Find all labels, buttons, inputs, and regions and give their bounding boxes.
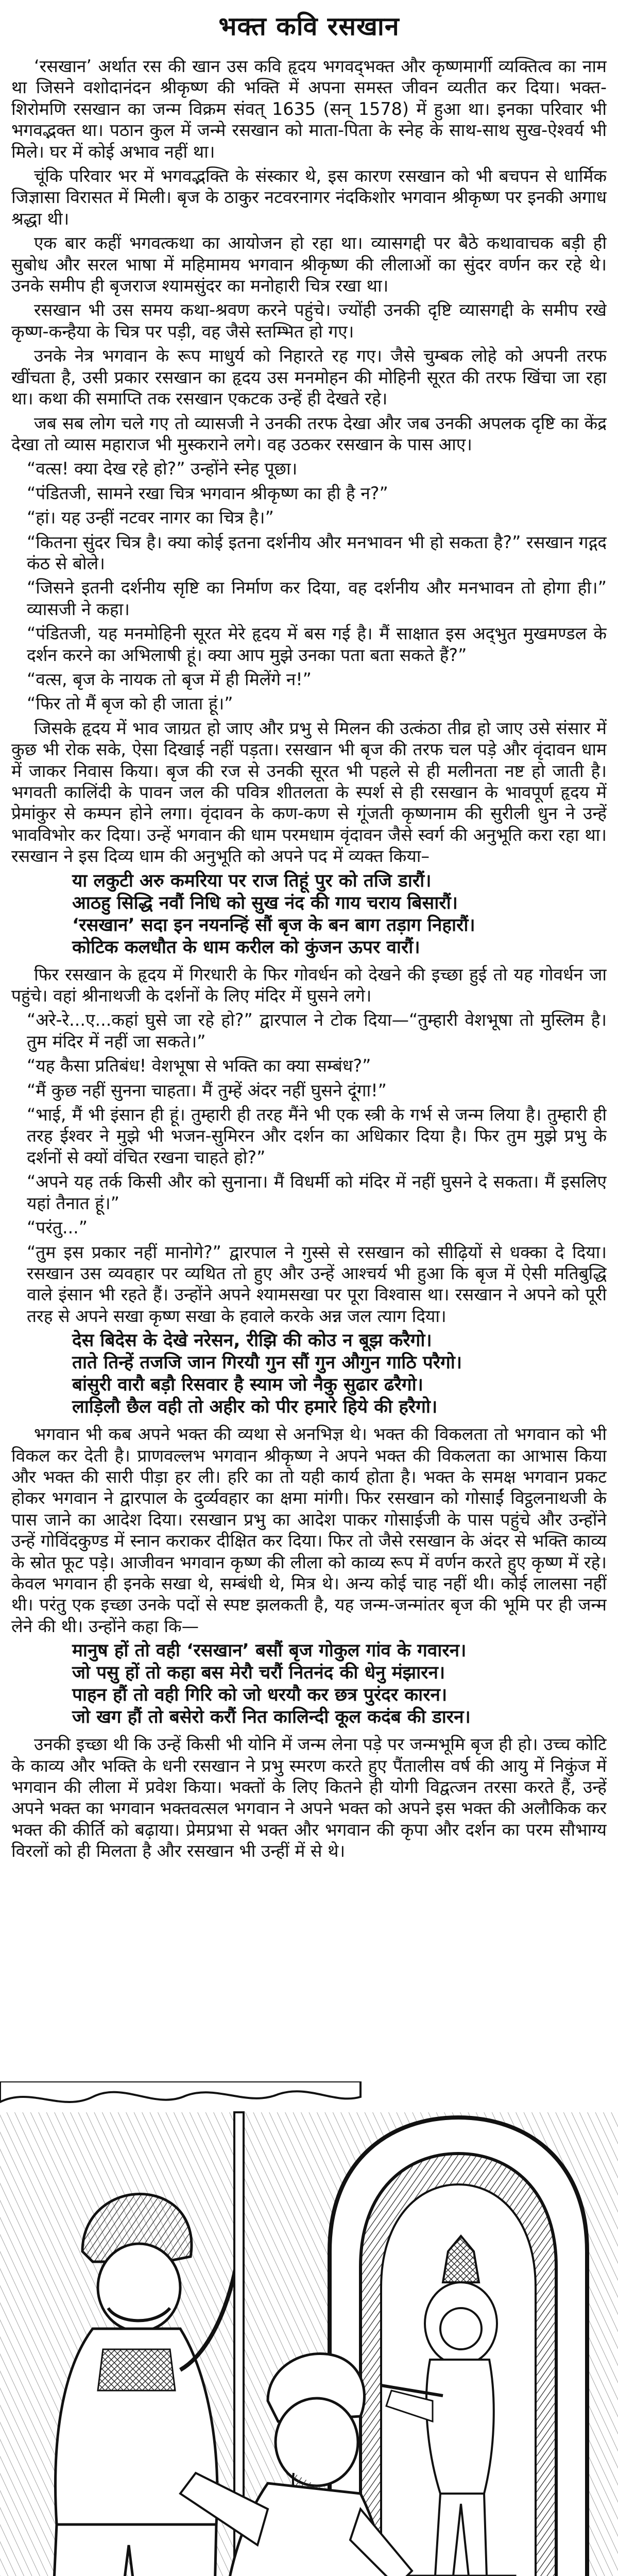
verse-block xyxy=(11,1330,607,1418)
article-paragraph: फिर रसखान के हृदय में गिरधारी के फिर गोवर्धन को देखने की इच्छा हुई तो यह गोवर्धन जा पहुंचे। वहां श्रीनाथजी के दर्शनों के लिए मंदिर में घुसने लगे। xyxy=(11,964,607,1006)
dialogue-line: “अपने यह तर्क किसी और को सुनाना। मैं विधर्मी को मंदिर में नहीं घुसने दे सकता। मैं इसलिए यहां तैनात हूं।” xyxy=(27,1172,607,1213)
verse-line: पाहन हौं तो वही गिरि को जो धरयौ कर छत्र पुरंदर कारन। xyxy=(72,1685,448,1706)
article-paragraph: जिसके हृदय में भाव जाग्रत हो जाए और प्रभु से मिलन की उत्कंठा तीव्र हो जाए उसे संसार में कुछ भी रोक सके, ऐसा दिखाई नहीं पड़ता। रसखान भी बृज की तरफ चल पड़े और वृंदावन धाम में जाकर निवास किया। बृज की रज से उनकी सूरत भी पहले से ही मलीनता नष्ट हो जाती है। भगवती कालिंदी के पावन जल की पवित्र शीतलता के स्पर्श से ही रसखान के भावपूर्ण हृदय में प्रेमांकुर से कम्पन होने लगा। वृंदावन के कण-कण से गूंजती कृष्णनाम की सुरीली धुन ने उन्हें भावविभोर कर दिया। उन्हें भगवान की धाम परमधाम वृंदावन जैसे स्वर्ग की अनुभूति करा रहा था। रसखान ने इस दिव्य धाम की अनुभूति को अपने पद में व्यक्त किया– xyxy=(11,718,607,867)
article-paragraph: रसखान भी उस समय कथा-श्रवण करने पहुंचे। ज्योंही उनकी दृष्टि व्यासगद्दी के समीप रखे कृष्ण-कन्हैया के चित्र पर पड़ी, वह जैसे स्तम्भित हो गए। xyxy=(11,300,607,342)
dialogue-line: “पंडितजी, यह मनमोहिनी सूरत मेरे हृदय में बस गई है। मैं साक्षात इस अद्‌भुत मुखमण्डल के दर्शन करने का अभिलाषी हूं। क्या आप मुझे उनका पता बता सकते हैं?” xyxy=(27,623,607,665)
article-paragraph: ‘रसखान’ अर्थात रस की खान उस कवि हृदय भगवद्‌भक्त और कृष्णमार्गी व्यक्तित्व का नाम था जिसने वशोदानंदन श्रीकृष्ण की भक्ति में अपना समस्त जीवन व्यतीत कर दिया। भक्त-शिरोमणि रसखान का जन्म विक्रम संवत्‌ 1635 (सन्‌ 1578) में हुआ था। इनका परिवार भी भगवद्भक्त था। पठान कुल में जन्मे रसखान को माता-पिता के स्नेह के साथ-साथ सुख-ऐश्वर्य भी मिले। घर में कोई अभाव नहीं था। xyxy=(11,56,607,162)
verse-line: लाड़िलौ छैल वही तो अहीर को पीर हमारे हिये की हरैगो। xyxy=(72,1397,438,1418)
article-paragraph: चूंकि परिवार भर में भगवद्भक्ति के संस्कार थे, इस कारण रसखान को भी बचपन से धार्मिक जिज्ञासा विरासत में मिली। बृज के ठाकुर नटवरनागर नंदकिशोर भगवान श्रीकृष्ण पर इनकी अगाध श्रद्धा थी। xyxy=(11,166,607,229)
dialogue-line: “परंतु...” xyxy=(27,1217,88,1238)
dialogue-line: “हां। यह उन्हीं नटवर नागर का चित्र है।” xyxy=(27,507,274,528)
dialogue-line: “अरे-रे...ए...कहां घुसे जा रहे हो?” द्वारपाल ने टोक दिया—“तुम्हारी वेशभूषा तो मुस्लिम है। तुम मंदिर में नहीं जा सकते।” xyxy=(27,1010,607,1052)
verse-line: जो पसु हों तो कहा बस मेरौ चरौं नितनंद की धेनु मंझारन। xyxy=(72,1663,445,1684)
verse-line: मानुष हों तो वही ‘रसखान’ बसौं बृज गोकुल गांव के गवारन। xyxy=(72,1640,467,1662)
dialogue-line: “तुम इस प्रकार नहीं मानोगे?” द्वारपाल ने गुस्से से रसखान को सीढ़ियों से धक्का दे दिया। रसखान उस व्यवहार पर व्यथित तो हुए और उन्हें आश्चर्य भी हुआ कि बृज में ऐसी मतिबुद्धि वाले इंसान भी रहते हैं। उन्होंने अपने श्यामसखा पर पूरा विश्वास था। रसखान ने अपने को पूरी तरह से अपने सखा कृष्ण सखा के हवाले करके अन्न जल त्याग दिया। xyxy=(27,1242,607,1326)
article-paragraph: उनके नेत्र भगवान के रूप माधुर्य को निहारते रह गए। जैसे चुम्बक लोहे को अपनी तरफ खींचता है, उसी प्रकार रसखान का हृदय उस मनमोहन की मोहिनी सूरत की तरफ खिंचा जा रहा था। कथा की समाप्ति तक रसखान एकटक उन्हें ही देखते रहे। xyxy=(11,346,607,409)
verse-line: ताते तिन्हें तजजि जान गिरयौ गुन सौं गुन औगुन गाठि परैगो। xyxy=(72,1352,462,1374)
dialogue-line: “पंडितजी, सामने रखा चित्र भगवान श्रीकृष्ण का ही है न?” xyxy=(27,483,388,503)
verse-line: कोटिक कलधौत के धाम करील को कुंजन ऊपर वारौं। xyxy=(72,937,420,958)
verse-line: आठहु सिद्धि नवौं निधि को सुख नंद की गाय चराय बिसारौं। xyxy=(72,892,458,913)
article-paragraph: उनकी इच्छा थी कि उन्हें किसी भी योनि में जन्म लेना पड़े पर जन्मभूमि बृज ही हो। उच्च कोटि के काव्य और भक्ति के धनी रसखान ने प्रभु स्मरण करते हुए पैंतालीस वर्ष की आयु में निकुंज में भगवान की लीला में प्रवेश किया। भक्तों के लिए कितने ही योगी विद्वत्जन तरसा करते हैं, उन्हें अपने भक्त का भगवान भक्तवत्सल भगवान ने अपने भक्त को अपने इस भक्त की अलौकिक कर भक्त की कीर्ति को बढ़ाया। प्रेमप्रभा से भक्त और भगवान की कृपा और दर्शन का परम सौभाग्य विरलों को ही मिलता है और रसखान भी उन्हीं में से थे। xyxy=(11,1734,607,1861)
verse-block xyxy=(11,870,607,959)
dialogue-line: “वत्स! क्या देख रहे हो?” उन्होंने स्नेह पूछा। xyxy=(27,459,298,479)
dialogue-line: “भाई, मैं भी इंसान ही हूं। तुम्हारी ही तरह मैंने भी एक स्त्री के गर्भ से जन्म लिया है। तुम्हारी ही तरह ईश्वर ने मुझे भी भजन-सुमिरन और दर्शन का अधिकार दिया है। फिर तुम मुझे प्रभु के दर्शनों से क्यों वंचित रखना चाहते हो?” xyxy=(27,1105,607,1167)
verse-line: ‘रसखान’ सदा इन नयनन्हिं सौं बृज के बन बाग तड़ाग निहारौं। xyxy=(72,914,475,936)
cloud-border xyxy=(0,2081,360,2102)
dialogue-line: “वत्स, बृज के नायक तो बृज में ही मिलेंगे न!” xyxy=(27,669,312,689)
dialogue-line: “मैं कुछ नहीं सुनना चाहता। मैं तुम्हें अंदर नहीं घुसने दूंगा!” xyxy=(27,1080,387,1100)
dialogue-line: “यह कैसा प्रतिबंध! वेशभूषा से भक्ति का क्या सम्बंध?” xyxy=(27,1056,371,1076)
story-illustration xyxy=(0,2081,618,2576)
article-paragraph: भगवान भी कब अपने भक्त की व्यथा से अनभिज्ञ थे। भक्त की विकलता तो भगवान को भी विकल कर देती है। प्राणवल्लभ भगवान श्रीकृष्ण ने अपने भक्त की विकलता का आभास किया और भक्त की सारी पीड़ा हर ली। हरि का तो यही कार्य होता है। भक्त के समक्ष भगवान प्रकट होकर भगवान ने द्वारपाल के दुर्व्यवहार का क्षमा मांगी। फिर रसखान को गोसाईं विट्ठलनाथजी के पास जाने का आदेश दिया। रसखान प्रभु का आदेश पाकर गोसाईजी के पास पहुंचे और उन्होंने उन्हें गोविंदकुण्ड में स्नान कराकर दीक्षित कर दिया। फिर तो जैसे रसखान के अंदर से भक्ति काव्य के स्रोत फूट पड़े। आजीवन भगवान कृष्ण की लीला को काव्य रूप में वर्णन करते हुए कृष्ण में रहे। केवल भगवान ही इनके सखा थे, सम्बंधी थे, मित्र थे। अन्य कोई चाह नहीं थी। कोई लालसा नहीं थी। परंतु एक इच्छा उनके पदों से स्पष्ट झलकती है, यह जन्म-जन्मांतर बृज की भूमि पर ही जन्म लेने की थी। उन्होंने कहा कि— xyxy=(11,1424,607,1636)
page-title: भक्त कवि रसखान xyxy=(218,11,400,41)
verse-line: या लकुटी अरु कमरिया पर राज तिहूं पुर को तजि डारौं। xyxy=(72,870,432,891)
article-body xyxy=(11,56,607,2075)
dialogue-line: “कितना सुंदर चित्र है। क्या कोई इतना दर्शनीय और मनभावन भी हो सकता है?” रसखान गद्गद कंठ से बोले। xyxy=(27,532,607,573)
article-paragraph: एक बार कहीं भगवत्कथा का आयोजन हो रहा था। व्यासगद्दी पर बैठे कथावाचक बड़ी ही सुबोध और सरल भाषा में महिमामय भगवान श्रीकृष्ण की लीलाओं का सुंदर वर्णन कर रहे थे। उनके समीप ही बृजराज श्यामसुंदर का मनोहारी चित्र रखा था। xyxy=(11,233,607,296)
dialogue-line: “जिसने इतनी दर्शनीय सृष्टि का निर्माण कर दिया, वह दर्शनीय और मनभावन तो होगा ही।” व्यासजी ने कहा। xyxy=(27,578,607,619)
dialogue-line: “फिर तो मैं बृज को ही जाता हूं।” xyxy=(27,693,233,714)
verse-line: जो खग हौं तो बसेरो करौं नित कालिन्दी कूल कदंब की डारन। xyxy=(72,1707,471,1728)
verse-block xyxy=(11,1640,607,1728)
article-paragraph: जब सब लोग चले गए तो व्यासजी ने उनकी तरफ देखा और जब उनकी अपलक दृष्टि का केंद्र देखा तो व्यास महाराज भी मुस्कराने लगे। वह उठकर रसखान के पास आए। xyxy=(11,413,607,454)
verse-line: देस बिदेस के देखे नरेसन, रीझि की कोउ न बूझ करैगो। xyxy=(72,1330,432,1351)
verse-line: बांसुरी वारौ बड़ौ रिसवार है स्याम जो नैकु सुढार ढरैगो। xyxy=(72,1375,423,1396)
illustration-drawing xyxy=(0,2081,618,2576)
